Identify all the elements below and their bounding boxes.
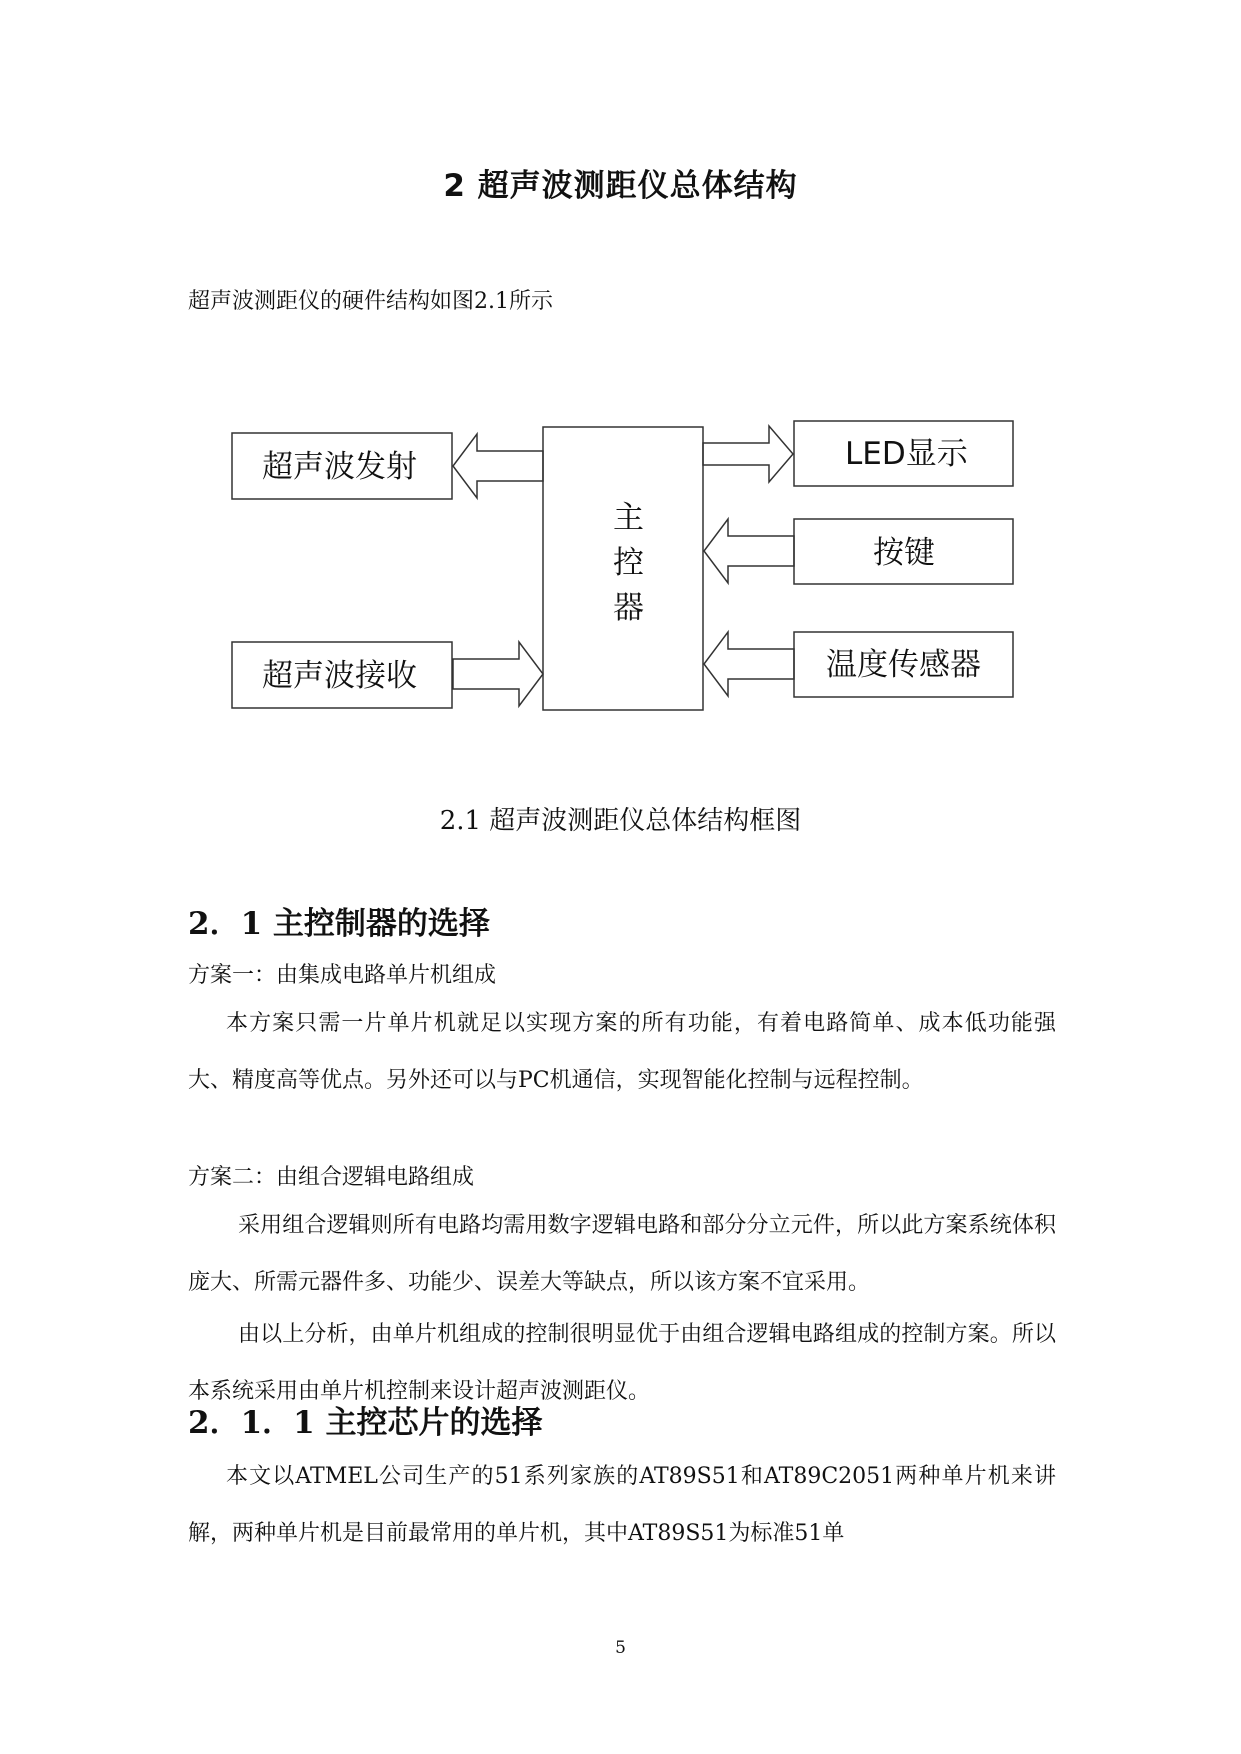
controller-label-1: 主 [613, 500, 644, 536]
plan2-title: 方案二：由组合逻辑电路组成 [188, 1165, 475, 1190]
plan2-body: 采用组合逻辑则所有电路均需用数字逻辑电路和部分分立元件，所以此方案系统体积庞大、所需元器件多、功能少、误差大等缺点，所以该方案不宜采用。 [188, 1213, 1056, 1295]
arrow-from-temp [704, 632, 794, 696]
conclusion-text: 由以上分析，由单片机组成的控制很明显优于由组合逻辑电路组成的控制方案。所以本系统采用由单片机控制来设计超声波测距仪。 [188, 1322, 1056, 1404]
controller-label-3: 器 [613, 590, 644, 626]
temp-label: 温度传感器 [826, 647, 981, 683]
arrow-to-led [703, 426, 793, 482]
section-heading-2-1-1: 2．1．1 主控芯片的选择 [188, 1405, 543, 1441]
arrow-from-rx [453, 642, 543, 706]
arrow-from-keys [704, 519, 794, 583]
intro-text: 超声波测距仪的硬件结构如图2.1所示 [188, 289, 553, 314]
rx-label: 超声波接收 [262, 658, 417, 694]
led-label: LED显示 [845, 436, 968, 472]
controller-label-2: 控 [613, 545, 644, 581]
plan1-title: 方案一：由集成电路单片机组成 [188, 963, 497, 988]
chip-selection-body: 本文以ATMEL公司生产的51系列家族的AT89S51和AT89C2051两种单片机来讲解，两种单片机是目前最常用的单片机，其中AT89S51为标准51单 [188, 1464, 1056, 1546]
page-number: 5 [615, 1638, 626, 1658]
section-heading-2-1: 2．1 主控制器的选择 [188, 906, 490, 942]
tx-label: 超声波发射 [262, 449, 417, 485]
plan1-body: 本方案只需一片单片机就足以实现方案的所有功能，有着电路简单、成本低功能强大、精度高等优点。另外还可以与PC机通信，实现智能化控制与远程控制。 [188, 1011, 1056, 1093]
arrow-to-tx [453, 434, 543, 498]
chapter-title: 2 超声波测距仪总体结构 [443, 168, 798, 204]
keys-label: 按键 [873, 535, 935, 571]
figure-caption: 2.1 超声波测距仪总体结构框图 [439, 806, 802, 836]
